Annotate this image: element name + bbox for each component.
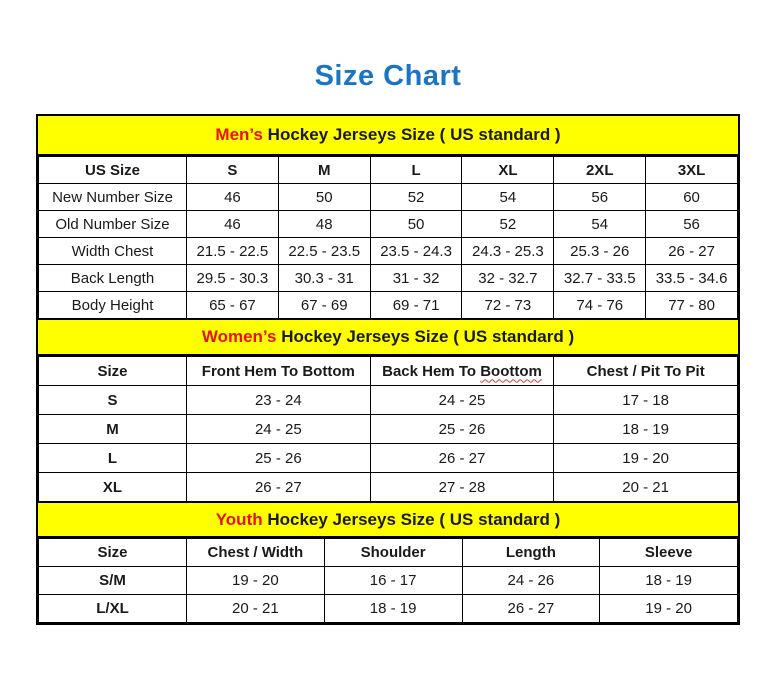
size-value-cell: 69 - 71 <box>370 292 462 319</box>
mens-section-heading <box>38 116 738 156</box>
size-value-cell: 48 <box>278 211 370 238</box>
column-header: 3XL <box>646 157 738 184</box>
section-youth <box>38 502 738 623</box>
table-row <box>39 473 738 502</box>
size-value-cell: 26 - 27 <box>462 595 600 623</box>
column-header: S <box>187 157 279 184</box>
size-value-cell: 56 <box>554 184 646 211</box>
column-header: XL <box>462 157 554 184</box>
size-value-cell: 20 - 21 <box>187 595 325 623</box>
size-value-cell: 27 - 28 <box>370 473 554 502</box>
column-header: Chest / Pit To Pit <box>554 357 738 386</box>
size-value-cell: 50 <box>370 211 462 238</box>
table-row <box>39 184 738 211</box>
size-value-cell: 60 <box>646 184 738 211</box>
size-value-cell: 52 <box>370 184 462 211</box>
youth-section-heading <box>38 502 738 538</box>
row-label: L/XL <box>39 595 187 623</box>
size-value-cell: 23 - 24 <box>187 386 371 415</box>
mens-size-table <box>38 156 738 319</box>
womens-heading-highlight: Women’s <box>201 327 277 346</box>
size-value-cell: 26 - 27 <box>646 238 738 265</box>
youth-heading-highlight: Youth <box>215 510 263 529</box>
size-value-cell: 24 - 25 <box>370 386 554 415</box>
size-value-cell: 18 - 19 <box>324 595 462 623</box>
table-row <box>39 265 738 292</box>
womens-heading-rest: Hockey Jerseys Size ( US standard ) <box>276 327 575 346</box>
size-value-cell: 50 <box>278 184 370 211</box>
womens-section-heading <box>38 319 738 356</box>
size-value-cell: 77 - 80 <box>646 292 738 319</box>
size-value-cell: 65 - 67 <box>187 292 279 319</box>
size-value-cell: 19 - 20 <box>600 595 738 623</box>
mens-heading-rest: Hockey Jerseys Size ( US standard ) <box>262 125 561 144</box>
header-row <box>39 157 738 184</box>
column-header: Sleeve <box>600 539 738 567</box>
size-value-cell: 22.5 - 23.5 <box>278 238 370 265</box>
size-value-cell: 32 - 32.7 <box>462 265 554 292</box>
column-header: Front Hem To Bottom <box>187 357 371 386</box>
table-row <box>39 211 738 238</box>
size-value-cell: 18 - 19 <box>554 415 738 444</box>
misspelled-word: Boottom <box>480 362 542 380</box>
row-label: Old Number Size <box>39 211 187 238</box>
size-value-cell: 56 <box>646 211 738 238</box>
size-value-cell: 26 - 27 <box>370 444 554 473</box>
section-mens <box>38 116 738 319</box>
row-label: Back Length <box>39 265 187 292</box>
table-row <box>39 595 738 623</box>
table-row <box>39 386 738 415</box>
size-value-cell: 17 - 18 <box>554 386 738 415</box>
size-chart-tables <box>36 114 740 625</box>
size-value-cell: 16 - 17 <box>324 567 462 595</box>
section-womens <box>38 319 738 502</box>
size-value-cell: 29.5 - 30.3 <box>187 265 279 292</box>
row-label: Body Height <box>39 292 187 319</box>
size-value-cell: 74 - 76 <box>554 292 646 319</box>
size-value-cell: 25 - 26 <box>370 415 554 444</box>
size-value-cell: 20 - 21 <box>554 473 738 502</box>
column-header: Size <box>39 539 187 567</box>
row-label: XL <box>39 473 187 502</box>
size-value-cell: 67 - 69 <box>278 292 370 319</box>
size-value-cell: 24.3 - 25.3 <box>462 238 554 265</box>
size-value-cell: 46 <box>187 211 279 238</box>
table-row <box>39 567 738 595</box>
row-label: S/M <box>39 567 187 595</box>
size-value-cell: 18 - 19 <box>600 567 738 595</box>
size-value-cell: 72 - 73 <box>462 292 554 319</box>
size-value-cell: 54 <box>462 184 554 211</box>
size-value-cell: 26 - 27 <box>187 473 371 502</box>
column-header: L <box>370 157 462 184</box>
youth-size-table <box>38 538 738 623</box>
size-value-cell: 46 <box>187 184 279 211</box>
row-label: Width Chest <box>39 238 187 265</box>
table-row <box>39 415 738 444</box>
column-header: Shoulder <box>324 539 462 567</box>
size-value-cell: 21.5 - 22.5 <box>187 238 279 265</box>
size-value-cell: 54 <box>554 211 646 238</box>
column-header: Length <box>462 539 600 567</box>
row-label: L <box>39 444 187 473</box>
table-row <box>39 292 738 319</box>
column-header: 2XL <box>554 157 646 184</box>
size-value-cell: 31 - 32 <box>370 265 462 292</box>
column-header: Back Hem To Boottom <box>370 357 554 386</box>
size-value-cell: 19 - 20 <box>187 567 325 595</box>
mens-heading-highlight: Men’s <box>215 125 263 144</box>
size-value-cell: 25 - 26 <box>187 444 371 473</box>
size-value-cell: 24 - 25 <box>187 415 371 444</box>
womens-size-table <box>38 356 738 502</box>
header-row <box>39 539 738 567</box>
size-value-cell: 30.3 - 31 <box>278 265 370 292</box>
row-label: S <box>39 386 187 415</box>
column-header: M <box>278 157 370 184</box>
row-label: M <box>39 415 187 444</box>
size-value-cell: 19 - 20 <box>554 444 738 473</box>
size-value-cell: 52 <box>462 211 554 238</box>
column-header: Size <box>39 357 187 386</box>
table-row <box>39 238 738 265</box>
header-row <box>39 357 738 386</box>
size-value-cell: 32.7 - 33.5 <box>554 265 646 292</box>
column-header: Chest / Width <box>187 539 325 567</box>
youth-heading-rest: Hockey Jerseys Size ( US standard ) <box>262 510 561 529</box>
size-value-cell: 24 - 26 <box>462 567 600 595</box>
size-value-cell: 25.3 - 26 <box>554 238 646 265</box>
column-header: US Size <box>39 157 187 184</box>
size-value-cell: 23.5 - 24.3 <box>370 238 462 265</box>
row-label: New Number Size <box>39 184 187 211</box>
page-title: Size Chart <box>314 60 462 92</box>
table-row <box>39 444 738 473</box>
size-value-cell: 33.5 - 34.6 <box>646 265 738 292</box>
